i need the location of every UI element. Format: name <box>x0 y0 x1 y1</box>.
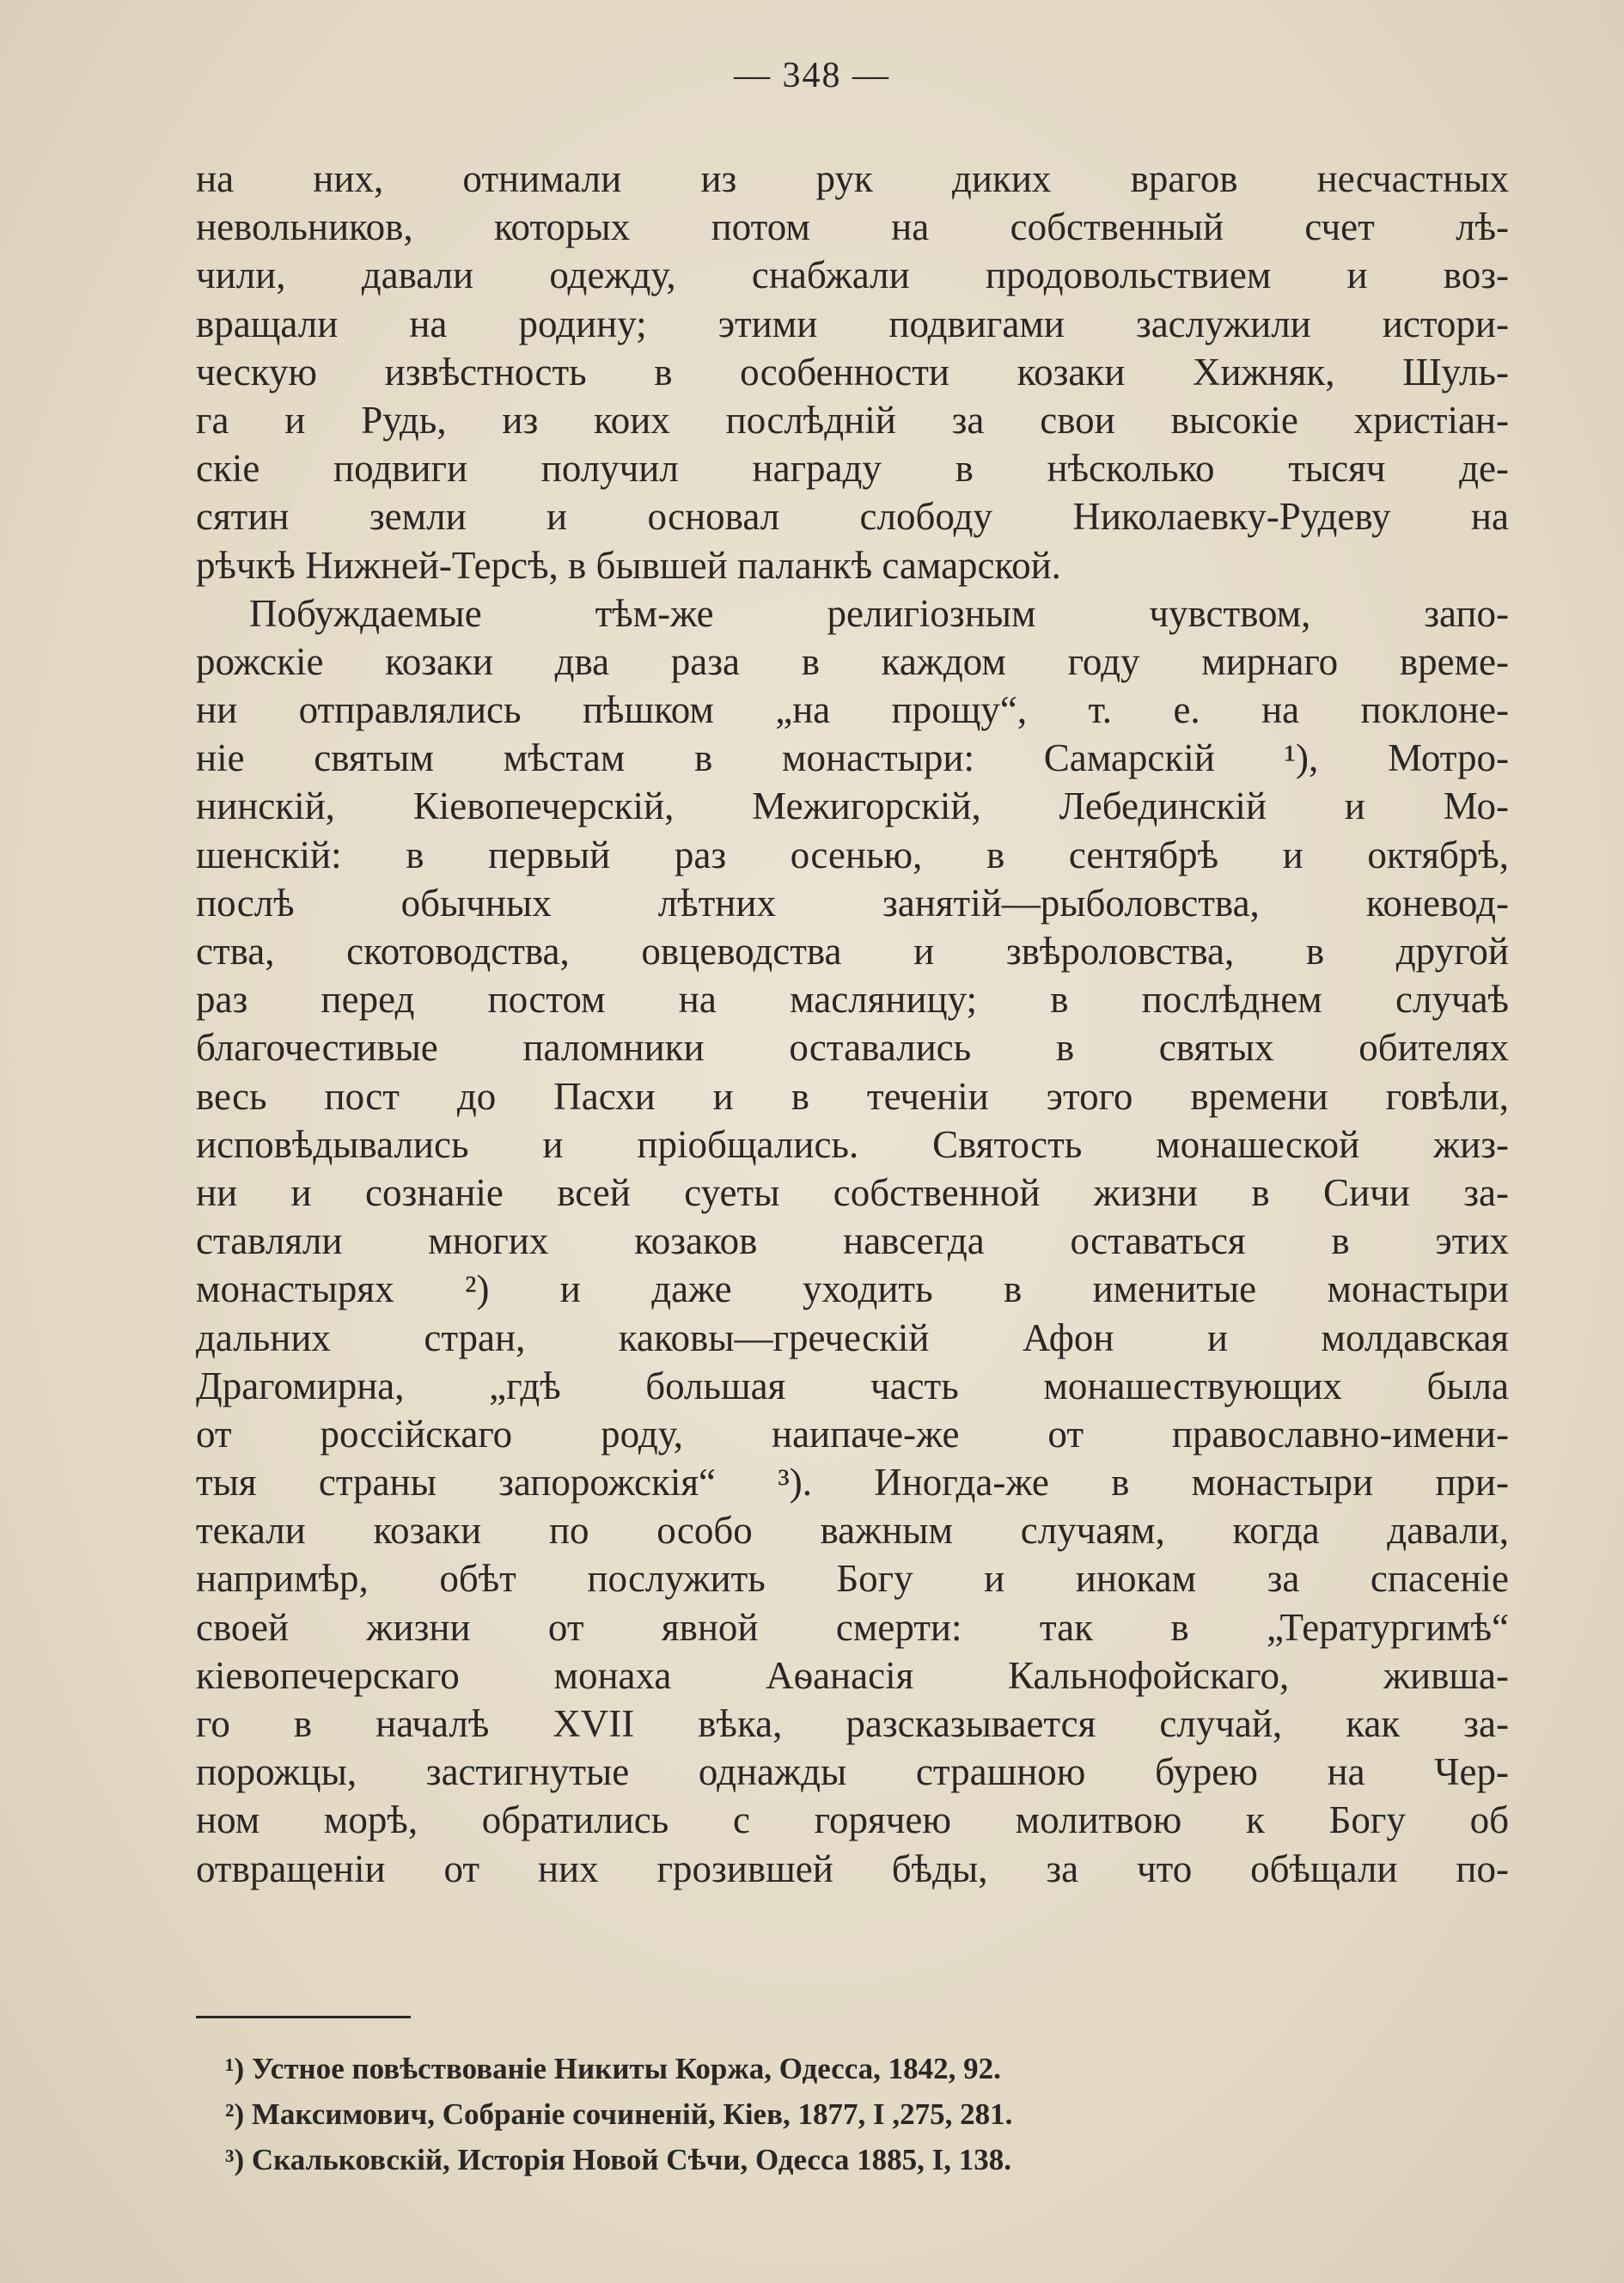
text-line: го в началѣ XVII вѣка, разсказывается случай, как за- <box>196 1702 1509 1745</box>
text-line: Драгомирна, „гдѣ большая часть монашествующих была <box>196 1364 1509 1407</box>
text-line: рожскіе козаки два раза в каждом году мирнаго време- <box>196 639 1509 683</box>
main-text <box>196 155 1509 1893</box>
text-line: ства, скотоводства, овцеводства и звѣроловства, в другой <box>196 930 1509 973</box>
text-line: ніе святым мѣстам в монастыри: Самарскій ¹), Мотро- <box>196 736 1509 780</box>
page-number: — 348 — <box>734 56 890 95</box>
text-line: нинскій, Кіевопечерскій, Межигорскій, Лебединскій и Мо- <box>196 784 1509 828</box>
text-line: весь пост до Пасхи и в теченіи этого времени говѣли, <box>196 1074 1509 1118</box>
text-line: ставляли многих козаков навсегда оставаться в этих <box>196 1219 1509 1263</box>
text-line: на них, отнимали из рук диких врагов несчастных <box>196 157 1509 200</box>
text-line: сятин земли и основал слободу Николаевку-Рудеву на <box>196 495 1509 539</box>
text-line: ческую извѣстность в особенности козаки Хижняк, Шуль- <box>196 350 1509 394</box>
text-line: текали козаки по особо важным случаям, когда давали, <box>196 1509 1509 1553</box>
text-line: порожцы, застигнутые однажды страшною бурею на Чер- <box>196 1750 1509 1794</box>
text-line: исповѣдывались и пріобщались. Святость монашеской жиз- <box>196 1122 1509 1166</box>
text-line: невольников, которых потом на собственный счет лѣ- <box>196 205 1509 249</box>
text-line: напримѣр, обѣт послужить Богу и инокам за спасеніе <box>196 1557 1509 1601</box>
footnotes <box>225 2048 1497 2184</box>
footnote-separator <box>196 2016 411 2018</box>
text-line: тыя страны запорожскія“ ³). Иногда-же в монастыри при- <box>196 1461 1509 1505</box>
text-line: га и Рудь, из коих послѣдній за свои высокіе христіан- <box>196 398 1509 442</box>
text-line: чили, давали одежду, снабжали продовольствием и воз- <box>196 253 1509 297</box>
footnote: ²) Максимович, Собраніе сочиненій, Кіев, 1877, I ,275, 281. <box>225 2097 1013 2131</box>
text-line: благочестивые паломники оставались в святых обителях <box>196 1026 1509 1070</box>
text-line: раз перед постом на масляницу; в послѣднем случаѣ <box>196 978 1509 1022</box>
text-line: ном морѣ, обратились с горячею молитвою к Богу об <box>196 1798 1509 1842</box>
text-line: отвращеніи от них грозившей бѣды, за что обѣщали по- <box>196 1847 1509 1890</box>
text-line: скіе подвиги получил награду в нѣсколько тысяч де- <box>196 447 1509 491</box>
text-line: вращали на родину; этими подвигами заслужили истори- <box>196 302 1509 345</box>
footnote: ³) Скальковскій, Исторія Новой Сѣчи, Одесса 1885, I, 138. <box>225 2143 1012 2176</box>
footnote: ¹) Устное повѣствованіе Никиты Коржа, Одесса, 1842, 92. <box>225 2052 1001 2085</box>
text-line: кіевопечерскаго монаха Аѳанасія Кальнофойскаго, живша- <box>196 1653 1509 1697</box>
text-line: рѣчкѣ Нижней-Терсѣ, в бывшей паланкѣ самарской. <box>196 543 1061 587</box>
text-line: монастырях ²) и даже уходить в именитые монастыри <box>196 1267 1509 1311</box>
text-line: ни отправлялись пѣшком „на прощу“, т. е. на поклоне- <box>196 688 1509 732</box>
text-line: от россійскаго роду, наипаче-же от православно-имени- <box>196 1412 1509 1456</box>
text-line: Побуждаемые тѣм-же религіозным чувством, запо- <box>249 591 1509 635</box>
text-line: своей жизни от явной смерти: так в „Тератургимѣ“ <box>196 1605 1509 1649</box>
text-line: ни и сознаніе всей суеты собственной жизни в Сичи за- <box>196 1170 1509 1214</box>
text-line: дальних стран, каковы—греческій Афон и молдавская <box>196 1315 1509 1359</box>
text-line: шенскій: в первый раз осенью, в сентябрѣ и октябрѣ, <box>196 833 1509 876</box>
text-line: послѣ обычных лѣтних занятій—рыболовства, коневод- <box>196 881 1509 925</box>
